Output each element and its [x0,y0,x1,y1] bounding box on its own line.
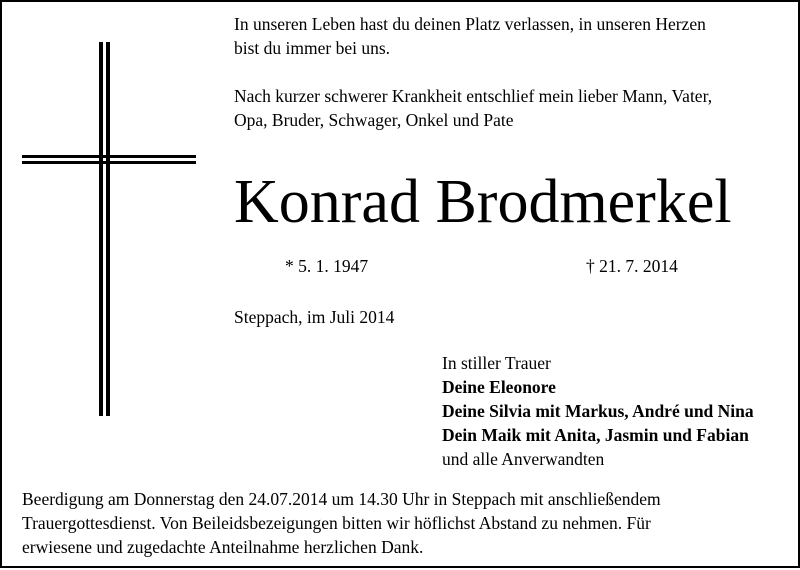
verse-line: In unseren Leben hast du deinen Platz verlassen, in unseren Herzen [234,14,706,34]
funeral-info [22,487,661,559]
funeral-info-line: erwiesene und zugedachte Anteilnahme herzlichen Dank. [22,537,424,557]
birth-date: * 5. 1. 1947 [285,256,369,276]
announcement-line: Nach kurzer schwerer Krankheit entschlief mein lieber Mann, Vater, [234,86,713,106]
mourner-line: Dein Maik mit Anita, Jasmin und Fabian [442,425,749,445]
announcement-line: Opa, Bruder, Schwager, Onkel und Pate [234,110,514,130]
mourners-block [442,351,754,471]
mourner-line: Deine Eleonore [442,377,556,397]
death-date: † 21. 7. 2014 [586,256,678,276]
deceased-name: Konrad Brodmerkel [234,168,732,236]
announcement [234,84,712,132]
funeral-info-line: Trauergottesdienst. Von Beileidsbezeigungen bitten wir höflichst Abstand zu nehmen. Für [22,513,651,533]
verse [234,12,706,60]
funeral-info-line: Beerdigung am Donnerstag den 24.07.2014 um 14.30 Uhr in Steppach mit anschließendem [22,489,661,509]
mourners-intro: In stiller Trauer [442,353,551,373]
mourners-closing: und alle Anverwandten [442,449,605,469]
verse-line: bist du immer bei uns. [234,38,391,58]
place-date: Steppach, im Juli 2014 [234,307,395,327]
mourner-line: Deine Silvia mit Markus, André und Nina [442,401,754,421]
